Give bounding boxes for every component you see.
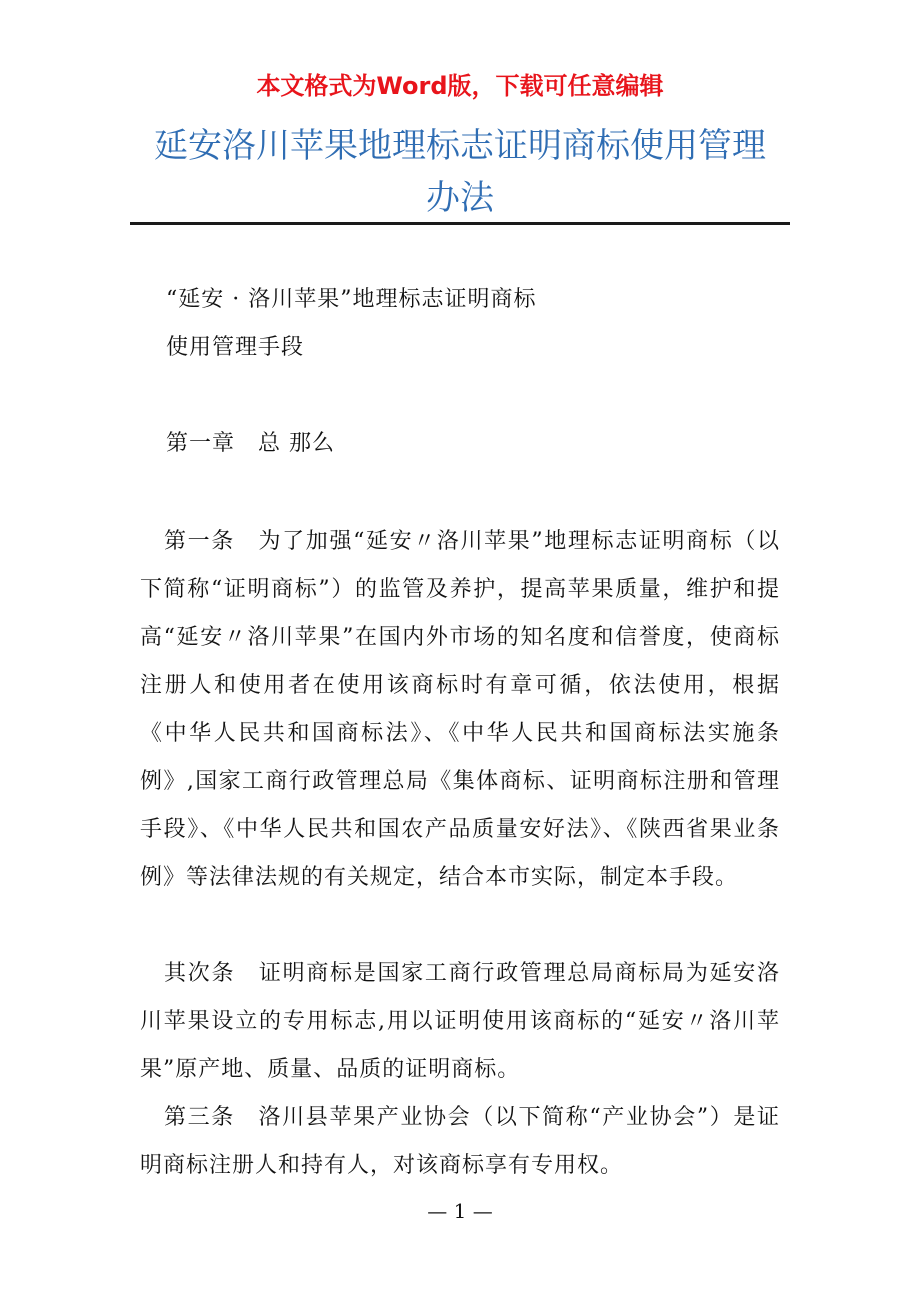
article-3: 第三条 洛川县苹果产业协会（以下简称“产业协会”）是证明商标注册人和持有人，对该商标享有专用权。 — [140, 1105, 780, 1178]
download-notice: 本文格式为Word版，下载可任意编辑 — [256, 72, 664, 100]
title-line-1: 延安洛川苹果地理标志证明商标使用管理 — [154, 126, 766, 166]
article-2: 其次条 证明商标是国家工商行政管理总局商标局为延安洛川苹果设立的专用标志,用以证明使用该商标的“延安〃洛川苹果”原产地、质量、品质的证明商标。 — [140, 961, 780, 1082]
chapter-heading: 第一章 总 那么 — [166, 431, 335, 456]
article-1: 第一条 为了加强“延安〃洛川苹果”地理标志证明商标（以下简称“证明商标”）的监管及养护，提高苹果质量，维护和提高“延安〃洛川苹果”在国内外市场的知名度和信誉度，使商标注册人和使用者在使用该商标时有章可循，依法使用，根据《中华人民共和国商标法》、《中华人民共和国商标法实施条例》,国家工商行政管理总局《集体商标、证明商标注册和管理手段》、《中华人民共和国农产品质量安好法》、《陕西省果业条例》等法律法规的有关规定，结合本市实际，制定本手段。 — [140, 529, 780, 890]
subtitle-line-2: 使用管理手段 — [166, 335, 305, 360]
document-title — [130, 120, 790, 224]
page-number: — 1 — — [427, 1199, 493, 1223]
title-divider — [130, 222, 790, 225]
subtitle-line-1: “延安 · 洛川苹果”地理标志证明商标 — [166, 287, 537, 312]
title-line-2: 办法 — [426, 178, 494, 218]
